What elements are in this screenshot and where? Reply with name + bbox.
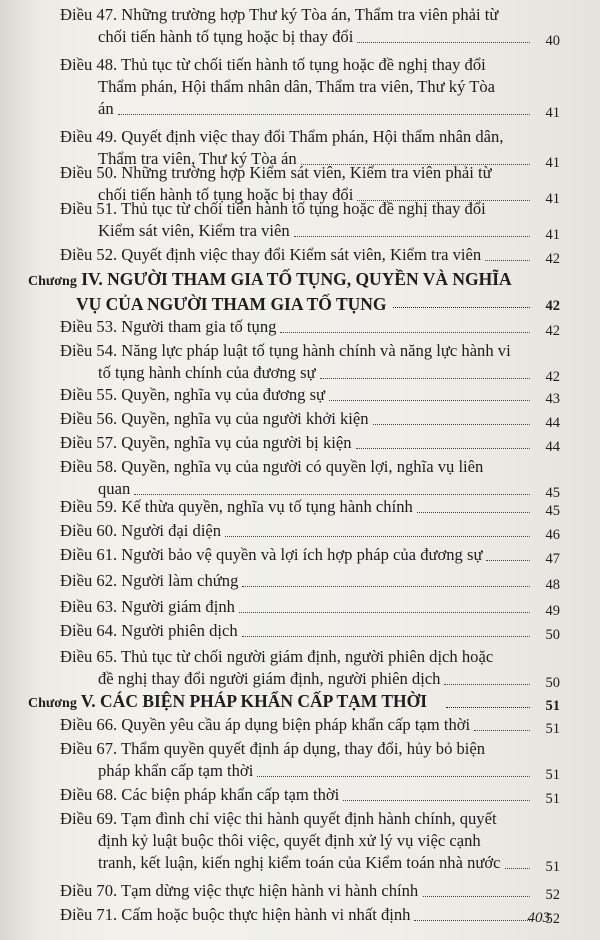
toc-page-number: 52 (545, 887, 560, 903)
toc-page-number: 44 (545, 439, 560, 455)
chapter-title: V. CÁC BIỆN PHÁP KHẨN CẤP TẠM THỜI (80, 691, 428, 711)
toc-page-number: 51 (545, 721, 560, 737)
toc-page-number: 42 (545, 369, 560, 385)
toc-page-number: 45 (545, 503, 560, 519)
toc-page-number: 51 (545, 791, 560, 807)
toc-entry-text: Điều 51. Thủ tục từ chối tiến hành tố tụng hoặc đề nghị thay đổi (60, 199, 486, 218)
toc-entry-text: Điều 56. Quyền, nghĩa vụ của người khởi kiện (60, 409, 369, 428)
toc-entry-d71[interactable] (60, 904, 565, 926)
toc-entry-d61[interactable] (60, 544, 565, 566)
toc-entry-text: Điều 70. Tạm dừng việc thực hiện hành vi hành chính (60, 881, 419, 900)
chapter-label: Chương (28, 274, 77, 289)
leader-dots (257, 776, 530, 777)
toc-page-number: 41 (545, 191, 560, 207)
toc-entry-d59[interactable] (60, 496, 565, 518)
toc-entry-text: chối tiến hành tố tụng hoặc bị thay đổi (98, 27, 354, 46)
toc-entry-text: chối tiến hành tố tụng hoặc bị thay đổi (98, 185, 354, 204)
toc-entry-text: Điều 50. Những trường hợp Kiểm sát viên, Kiểm tra viên phải từ (60, 163, 492, 182)
toc-entry-text: Điều 53. Người tham gia tố tụng (60, 317, 277, 336)
toc-page-number: 41 (545, 227, 560, 243)
toc-entry-text: Điều 69. Tạm đình chỉ việc thi hành quyết định hành chính, quyết (60, 809, 497, 828)
leader-dots (356, 448, 530, 449)
toc-entry-text: Điều 49. Quyết định việc thay đổi Thẩm phán, Hội thẩm nhân dân, (60, 127, 504, 146)
leader-dots (417, 512, 530, 513)
leader-dots (118, 114, 530, 115)
toc-entry-text: Điều 71. Cấm hoặc buộc thực hiện hành vi nhất định (60, 905, 411, 924)
toc-page-number: 41 (545, 155, 560, 171)
chapter-heading-c5[interactable] (28, 690, 568, 715)
toc-entry-text: Điều 60. Người đại diện (60, 521, 222, 540)
toc-page-number: 50 (545, 675, 560, 691)
chapter-title-line (28, 268, 568, 293)
toc-entry-text: Điều 48. Thủ tục từ chối tiến hành tố tụng hoặc đề nghị thay đổi (60, 55, 486, 74)
chapter-title: VỤ CỦA NGƯỜI THAM GIA TỐ TỤNG (76, 294, 387, 314)
toc-page-number: 51 (545, 767, 560, 783)
leader-dots (134, 494, 530, 495)
toc-entry-d56[interactable] (60, 408, 565, 430)
toc-entry-d69[interactable] (60, 808, 565, 874)
leader-dots (414, 920, 530, 921)
toc-entry-text: Điều 68. Các biện pháp khẩn cấp tạm thời (60, 785, 340, 804)
toc-entry-text: Điều 63. Người giám định (60, 597, 235, 616)
leader-dots (225, 536, 530, 537)
leader-dots (294, 236, 530, 237)
toc-entry-d53[interactable] (60, 316, 565, 338)
toc-entry-text: định kỷ luật buộc thôi việc, quyết định xử lý vụ việc cạnh (98, 831, 481, 850)
toc-entry-d63[interactable] (60, 596, 565, 618)
leader-dots (357, 42, 530, 43)
leader-dots (343, 800, 530, 801)
toc-page-number: 48 (545, 577, 560, 593)
toc-entry-d66[interactable] (60, 714, 565, 736)
toc-page-number: 44 (545, 415, 560, 431)
leader-dots (242, 586, 530, 587)
toc-page-number: 46 (545, 527, 560, 543)
toc-entry-text: Điều 64. Người phiên dịch (60, 621, 238, 640)
toc-page-number: 51 (545, 859, 560, 875)
toc-page-number: 45 (545, 485, 560, 501)
toc-entry-text: Điều 61. Người bảo vệ quyền và lợi ích hợp pháp của đương sự (60, 545, 483, 564)
toc-entry-d55[interactable] (60, 384, 565, 406)
toc-page-number: 49 (545, 603, 560, 619)
toc-page-number: 40 (545, 33, 560, 49)
toc-entry-text: Điều 62. Người làm chứng (60, 571, 239, 590)
toc-entry-text: tranh, kết luận, kiến nghị kiểm toán của Kiểm toán nhà nước (98, 853, 501, 872)
toc-entry-d64[interactable] (60, 620, 565, 642)
toc-entry-text: Thẩm tra viên, Thư ký Tòa án (98, 149, 297, 168)
toc-page-number: 52 (545, 911, 560, 927)
toc-entry-text: Điều 55. Quyền, nghĩa vụ của đương sự (60, 385, 326, 404)
chapter-title: IV. NGƯỜI THAM GIA TỐ TỤNG, QUYỀN VÀ NGHĨA (81, 269, 512, 289)
page-number: 403 (527, 910, 550, 926)
toc-entry-text: Điều 66. Quyền yêu cầu áp dụng biện pháp khẩn cấp tạm thời (60, 715, 471, 734)
toc-page-number: 47 (545, 551, 560, 567)
leader-dots (239, 612, 530, 613)
toc-entry-text: Điều 59. Kế thừa quyền, nghĩa vụ tố tụng hành chính (60, 497, 413, 516)
leader-dots (280, 332, 530, 333)
toc-entry-d60[interactable] (60, 520, 565, 542)
toc-entry-text: đề nghị thay đổi người giám định, người phiên dịch (98, 669, 441, 688)
toc-entry-text: quan (98, 479, 131, 498)
leader-dots (393, 307, 530, 308)
toc-entry-d62[interactable] (60, 570, 565, 592)
leader-dots (444, 684, 530, 685)
toc-entry-text: tố tụng hành chính của đương sự (98, 363, 316, 382)
toc-entry-text: Điều 67. Thẩm quyền quyết định áp dụng, thay đổi, hủy bỏ biện (60, 739, 486, 758)
toc-page-number: 51 (545, 698, 560, 714)
toc-entry-text: Điều 65. Thủ tục từ chối người giám định, người phiên dịch hoặc (60, 647, 494, 666)
toc-entry-text: Điều 57. Quyền, nghĩa vụ của người bị kiện (60, 433, 352, 452)
toc-entry-text: Điều 54. Năng lực pháp luật tố tụng hành chính và năng lực hành vi (60, 341, 511, 360)
toc-entry-text: Kiểm sát viên, Kiểm tra viên (98, 221, 290, 240)
leader-dots (329, 400, 530, 401)
toc-entry-text: Điều 47. Những trường hợp Thư ký Tòa án, Thẩm tra viên phải từ (60, 5, 499, 24)
leader-dots (446, 707, 530, 708)
leader-dots (423, 896, 530, 897)
toc-entry-text: Điều 58. Quyền, nghĩa vụ của người có quyền lợi, nghĩa vụ liên (60, 457, 484, 476)
toc-entry-text: pháp khẩn cấp tạm thời (98, 761, 254, 780)
chapter-title-line (28, 690, 568, 715)
chapter-label: Chương (28, 696, 77, 711)
toc-page-number: 42 (545, 298, 560, 314)
toc-page-number: 41 (545, 105, 560, 121)
toc-page-number: 50 (545, 627, 560, 643)
toc-entry-d48[interactable] (60, 54, 565, 120)
toc-entry-text: án (98, 99, 114, 118)
leader-dots (373, 424, 530, 425)
leader-dots (242, 636, 530, 637)
toc-entry-d70[interactable] (60, 880, 565, 902)
toc-entry-d68[interactable] (60, 784, 565, 806)
leader-dots (320, 378, 530, 379)
toc-page-number: 43 (545, 391, 560, 407)
toc-entry-d52[interactable] (60, 244, 565, 266)
toc-page-number: 42 (545, 251, 560, 267)
toc-page-number: 42 (545, 323, 560, 339)
toc-entry-d57[interactable] (60, 432, 565, 454)
toc-entry-text: Điều 52. Quyết định việc thay đổi Kiểm sát viên, Kiểm tra viên (60, 245, 482, 264)
toc-entry-text: Thẩm phán, Hội thẩm nhân dân, Thẩm tra viên, Thư ký Tòa (98, 77, 496, 96)
